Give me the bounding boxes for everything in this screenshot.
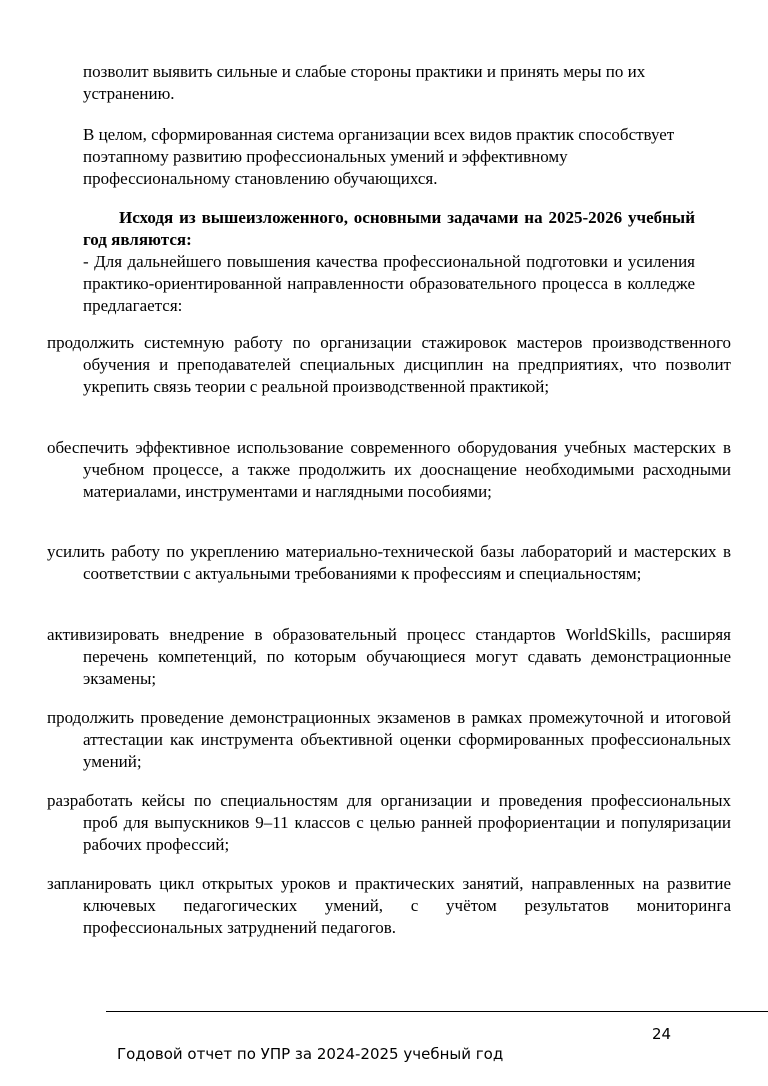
footer-report-title: Годовой отчет по УПР за 2024-2025 учебный год <box>117 1045 504 1063</box>
task-item-internships: продолжить системную работу по организации стажировок мастеров производственного обучения и преподавателей специальных дисциплин на предприятиях, что позволит укрепить связь теории с реальной производственной практикой; <box>47 333 731 396</box>
paragraph-practice-weaknesses: позволит выявить сильные и слабые стороны практики и принять меры по их устранению. <box>83 62 646 103</box>
footer-divider <box>106 1011 768 1012</box>
task-item-open-lessons: запланировать цикл открытых уроков и практических занятий, направленных на развитие ключевых педагогических умений, с учётом результатов мониторинга профессиональных затруднений педагогов. <box>47 874 731 937</box>
section-heading-tasks: Исходя из вышеизложенного, основными задачами на 2025-2026 учебный год являются: <box>83 208 695 249</box>
paragraph-practice-system-summary: В целом, сформированная система организации всех видов практик способствует поэтапному развитию профессиональных умений и эффективному профессиональному становлению обучающихся. <box>83 125 675 188</box>
task-item-material-base: усилить работу по укреплению материально-технической базы лабораторий и мастерских в соответствии с актуальными требованиями к профессиям и специальностям; <box>47 542 731 583</box>
task-item-career-cases: разработать кейсы по специальностям для организации и проведения профессиональных проб для выпускников 9–11 классов с целью ранней профориентации и популяризации рабочих профессий; <box>47 791 731 854</box>
task-item-worldskills: активизировать внедрение в образовательный процесс стандартов WorldSkills, расширяя перечень компетенций, по которым обучающиеся могут сдавать демонстрационные экзамены; <box>47 625 731 688</box>
task-item-equipment: обеспечить эффективное использование современного оборудования учебных мастерских в учебном процессе, а также продолжить их дооснащение необходимыми расходными материалами, инструментами и наглядными пособиями; <box>47 438 731 501</box>
task-item-demo-exams: продолжить проведение демонстрационных экзаменов в рамках промежуточной и итоговой аттестации как инструмента объективной оценки сформированных профессиональных умений; <box>47 708 731 771</box>
page-number: 24 <box>652 1025 672 1043</box>
paragraph-tasks-intro: - Для дальнейшего повышения качества профессиональной подготовки и усиления практико-ориентированной направленности образовательного процесса в колледже предлагается: <box>83 252 695 315</box>
